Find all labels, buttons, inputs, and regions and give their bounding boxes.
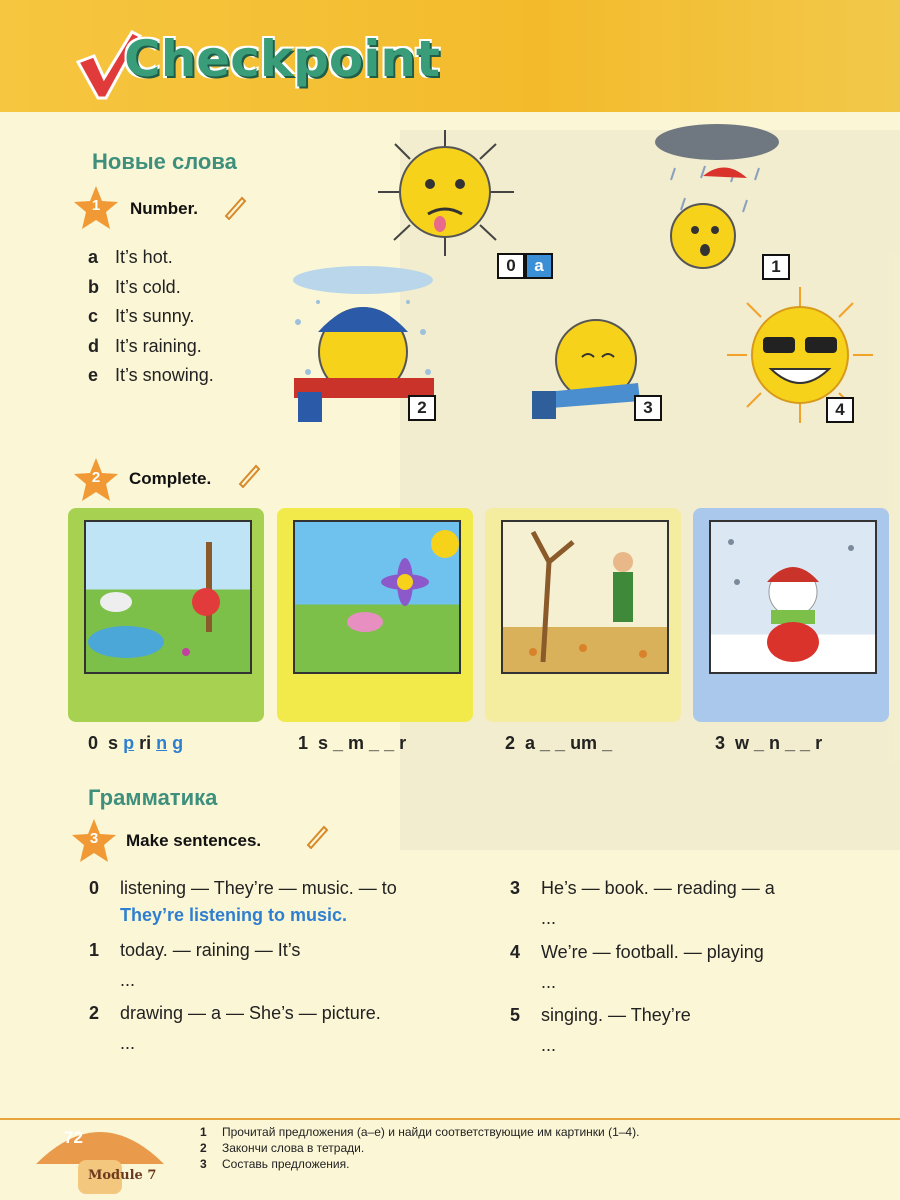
exercise-number-badge: 2 (72, 456, 120, 504)
section-title-grammar: Грамматика (88, 785, 218, 810)
picture-number-box: 3 (634, 395, 662, 421)
answer-box: a (525, 253, 553, 279)
module-label: Module 7 (88, 1168, 157, 1183)
pencil-icon (304, 823, 330, 849)
summer-picture (277, 508, 473, 722)
pencil-icon (236, 462, 262, 488)
page-number: 72 (64, 1128, 83, 1147)
exercise-number-badge: 1 (72, 184, 120, 232)
example-answer: They’re listening to music. (120, 905, 348, 925)
footnote: 1 Прочитай предложения (a–e) и найди соответствующие им картинки (1–4). (200, 1125, 640, 1139)
picture-number-box: 2 (408, 395, 436, 421)
autumn-scene-illustration (503, 522, 667, 672)
checkpoint-title (72, 26, 482, 102)
picture-number-box: 4 (826, 397, 854, 423)
footnote: 2 Закончи слова в тетради. (200, 1141, 365, 1155)
list-item: c It’s sunny. (88, 306, 195, 326)
pencil-icon (222, 194, 248, 220)
list-item: b It’s cold. (88, 276, 181, 297)
word-0: 0 s p ri n g (88, 733, 184, 753)
footnote: 3 Составь предложения. (200, 1157, 350, 1171)
list-item: d It’s raining. (88, 335, 202, 356)
spring-picture (68, 508, 264, 722)
exercise-number-badge: 3 (70, 817, 118, 865)
picture-number-box: 0 (497, 253, 525, 279)
winter-scene-illustration (711, 522, 875, 672)
list-item: a It’s hot. (88, 247, 173, 267)
summer-scene-illustration (295, 522, 459, 672)
word-1: 1 s _ m _ _ r (298, 733, 407, 753)
mushroom-icon (30, 1120, 170, 1196)
section-title-new-words: Новые слова (92, 149, 237, 174)
exercise3-instruction: Make sentences. (126, 831, 262, 850)
exercise2-instruction: Complete. (129, 469, 212, 488)
word-2: 2 a _ _ um _ (505, 733, 613, 753)
exercise1-list (88, 247, 214, 395)
exercise1-instruction: Number. (130, 199, 199, 218)
winter-picture (693, 508, 889, 722)
spring-scene-illustration (86, 522, 250, 672)
hot-sun-illustration (370, 122, 520, 262)
list-item: e It’s snowing. (88, 365, 214, 385)
word-3: 3 w _ n _ _ r (715, 733, 823, 753)
page-title: Checkpoint (124, 30, 440, 88)
autumn-picture (485, 508, 681, 722)
picture-number-box: 1 (762, 254, 790, 280)
